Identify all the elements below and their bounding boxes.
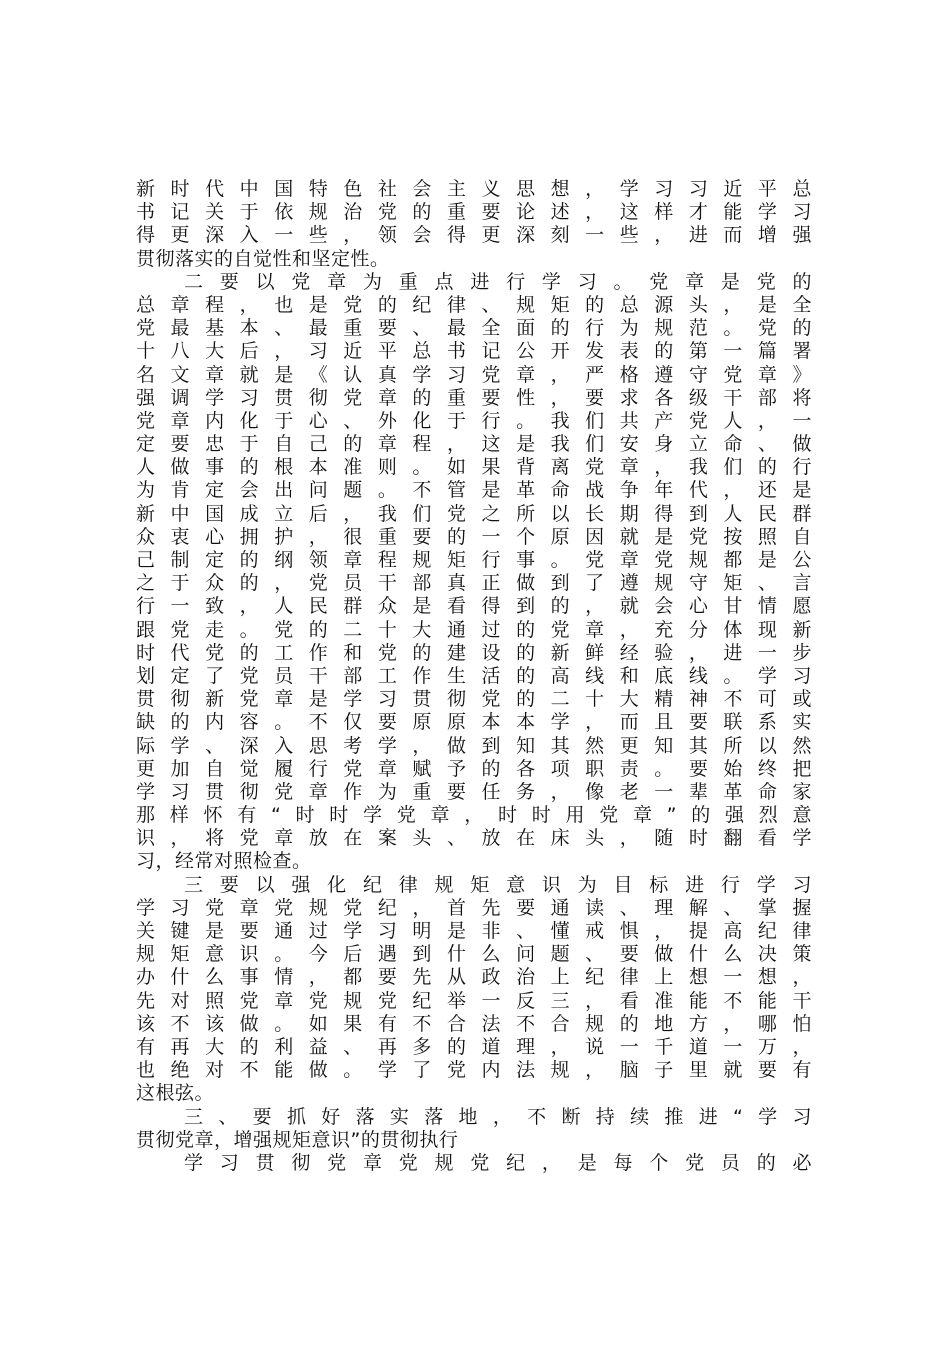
text-line: 先对照党章党规党纪举一反三，看准能不能干 — [136, 989, 812, 1012]
text-line: 这根弦。 — [136, 1082, 215, 1105]
text-line: 贯彻落实的自觉性和坚定性。 — [136, 247, 390, 270]
text-line: 三要以强化纪律规矩意识为目标进行学习 — [184, 873, 812, 896]
text-line: 也绝对不能做。学了党内法规，脑子里就要有 — [136, 1059, 812, 1082]
text-line: 三、要抓好落实落地，不断持续推进“学习 — [184, 1105, 812, 1128]
text-line: 总章程，也是党的纪律、规矩的总源头，是全 — [136, 293, 812, 316]
text-line: 强调学习贯彻党章的重要性，要求各级干部将 — [136, 386, 812, 409]
text-line: 跟党走。党的二十大通过的党章，充分体现新 — [136, 618, 812, 641]
text-line: 习，经常对照检查。 — [136, 850, 312, 873]
text-line: 更加自觉履行党章赋予的各项职责。要始终把 — [136, 757, 812, 780]
text-line: 规矩意识。今后遇到什么问题、要做什么决策 — [136, 943, 812, 966]
text-line: 书记关于依规治党的重要论述，这样才能学习 — [136, 201, 812, 224]
text-line: 行一致，人民群众是看得到的，就会心甘情愿 — [136, 595, 812, 618]
text-line: 二要以党章为重点进行学习。党章是党的 — [184, 270, 812, 293]
text-line: 划定了党员干部工作生活的高线和底线。学习 — [136, 664, 812, 687]
body-text — [136, 178, 812, 1175]
text-line: 时代党的工作和党的建设的新鲜经验，进一步 — [136, 641, 812, 664]
text-line: 之于众的，党员干部真正做到了遵规守矩、言 — [136, 572, 812, 595]
text-line: 识，将党章放在案头、放在床头，随时翻看学 — [136, 827, 812, 850]
text-line: 贯彻党章，增强规矩意识”的贯彻执行 — [136, 1128, 459, 1151]
text-line: 学习贯彻党章作为重要任务，像老一辈革命家 — [136, 780, 812, 803]
text-line: 新时代中国特色社会主义思想，学习习近平总 — [136, 178, 812, 200]
text-line: 学习贯彻党章党规党纪，是每个党员的必 — [184, 1151, 812, 1174]
text-line: 为肯定会出问题。不管是革命战争年代，还是 — [136, 479, 812, 502]
text-line: 人做事的根本准则。如果背离党章，我们的行 — [136, 456, 812, 479]
text-line: 那样怀有“时时学党章，时时用党章”的强烈意 — [136, 804, 812, 827]
text-line: 定要忠于自己的章程，这是我们安身立命、做 — [136, 433, 812, 456]
text-line: 党章内化于心、外化于行。我们共产党人，一 — [136, 409, 812, 432]
text-line: 有再大的利益、再多的道理，说一千道一万， — [136, 1035, 812, 1058]
text-line: 办什么事情，都要先从政治上纪律上想一想， — [136, 966, 812, 989]
text-line: 际学、深入思考学，做到知其然更知其所以然 — [136, 734, 812, 757]
text-line: 党最基本、最重要、最全面的行为规范。党的 — [136, 317, 812, 340]
text-line: 贯彻新党章是学习贯彻党的二十大精神不可或 — [136, 688, 812, 711]
text-line: 关键是要通过学习明是非、懂戒惧，提高纪律 — [136, 920, 812, 942]
text-line: 十八大后，习近平总书记公开发表的第一篇署 — [136, 340, 812, 363]
text-line: 学习党章党规党纪，首先要通读、理解、掌握 — [136, 896, 812, 919]
text-line: 己制定的纲领章程规矩行事。党章党规都是公 — [136, 549, 812, 571]
text-line: 得更深入一些，领会得更深刻一些，进而增强 — [136, 224, 812, 247]
text-line: 众衷心拥护，很重要的一个原因就是党按照自 — [136, 525, 812, 548]
text-line: 名文章就是《认真学习党章，严格遵守党章》 — [136, 363, 812, 386]
text-line: 新中国成立后，我们党之所以长期得到人民群 — [136, 502, 812, 525]
text-line: 缺的内容。不仅要原原本本学，而且要联系实 — [136, 711, 812, 734]
text-line: 该不该做。如果有不合法不合规的地方，哪怕 — [136, 1012, 812, 1035]
